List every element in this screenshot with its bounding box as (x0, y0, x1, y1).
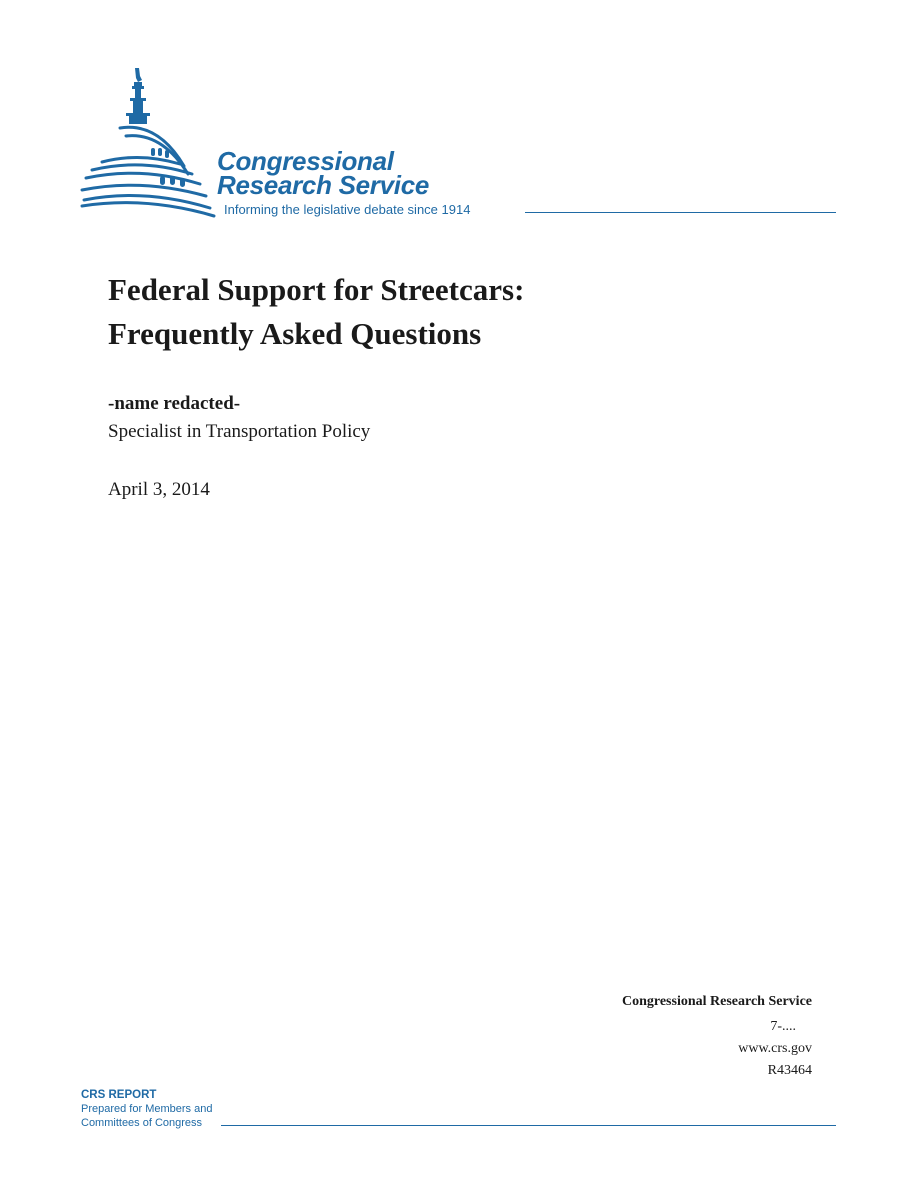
author-name: -name redacted- (108, 393, 241, 414)
report-title (108, 268, 808, 356)
footer-phone: 7-.... (770, 1019, 796, 1034)
footer-report-number: R43464 (767, 1063, 812, 1078)
capitol-dome-logo (80, 66, 220, 218)
crs-report-line-2: Committees of Congress (81, 1117, 203, 1129)
report-title-line-1: Federal Support for Streetcars: (108, 272, 525, 307)
publication-date: April 3, 2014 (108, 479, 210, 500)
crs-report-label (81, 1088, 212, 1130)
author-role: Specialist in Transportation Policy (108, 421, 371, 442)
crs-report-heading: CRS REPORT (81, 1089, 157, 1101)
crs-report-line-1: Prepared for Members and (81, 1103, 213, 1115)
footer-rule (221, 1125, 836, 1126)
footer-website: www.crs.gov (738, 1041, 812, 1056)
footer-organization: Congressional Research Service (621, 994, 812, 1009)
header-rule (525, 212, 836, 213)
logo-wordmark-congressional: Congressional (217, 146, 394, 176)
logo-wordmark-research-service: Research Service (217, 170, 430, 200)
logo-tagline: Informing the legislative debate since 1914 (224, 202, 471, 217)
report-title-line-2: Frequently Asked Questions (108, 316, 482, 351)
footer-info (622, 991, 812, 1082)
